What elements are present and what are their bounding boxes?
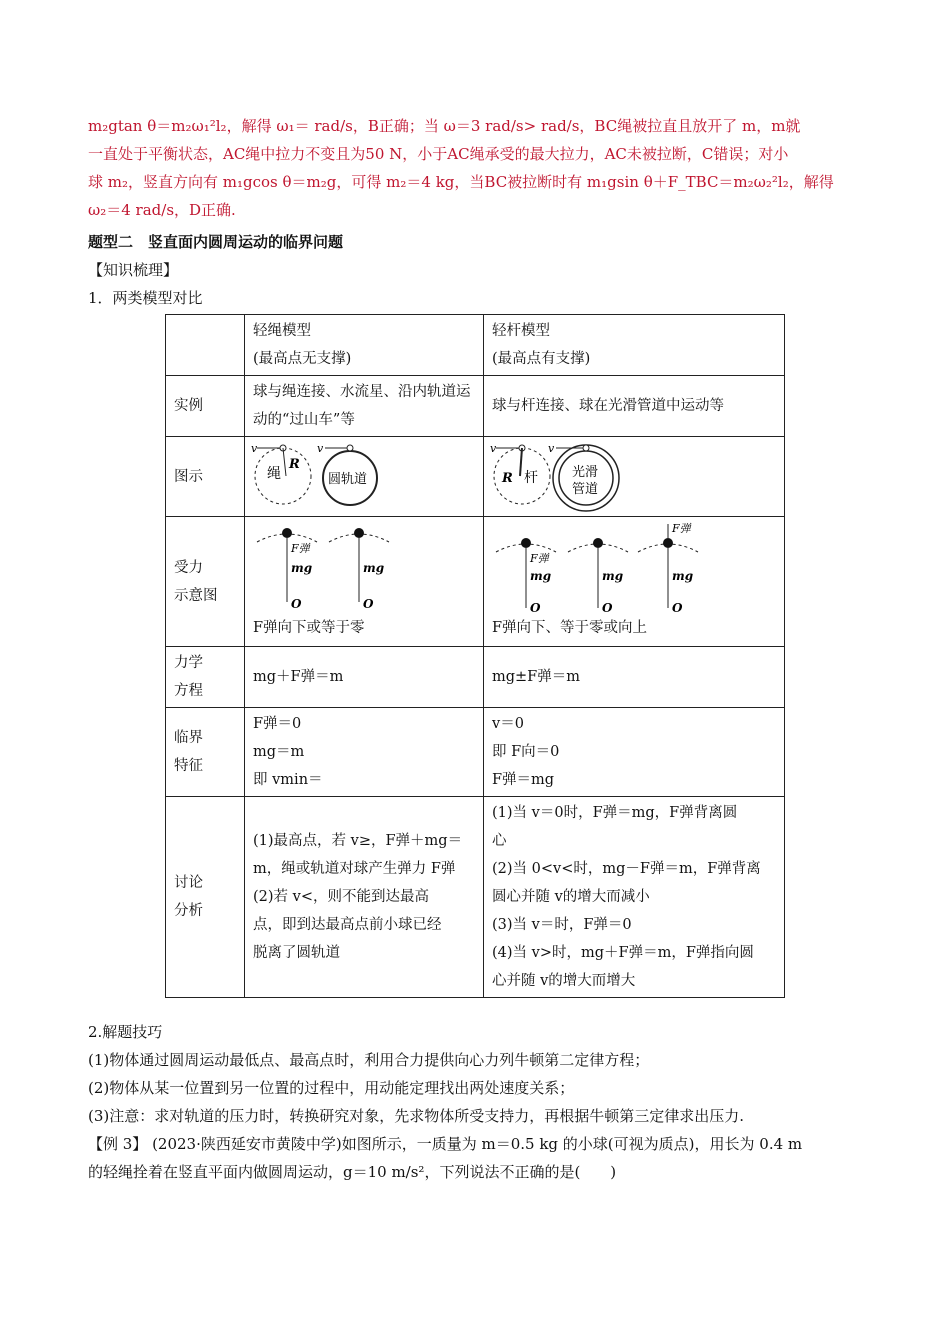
disc-rod-1: (1)当 v＝0时，F弹＝mg，F弹背离圆 [492,805,738,821]
example-3-line-2: 的轻绳拴着在竖直平面内做圆周运动，g＝10 m/s²，下列说法不正确的是( ) [88,1163,617,1181]
crit-rope-3: 即 vmin＝ [253,772,323,788]
disc-rod-6: (4)当 v>时，mg＋F弹＝m，F弹指向圆 [492,945,754,961]
solution-line-2: 一直处于平衡状态，AC绳中拉力不变且为50 N，小于AC绳承受的最大拉力，AC未被拉断，C错误；对小 [88,145,789,163]
solution-line-4: ω₂＝4 rad/s，D正确. [88,201,236,219]
rod-force2-O: O [602,600,613,614]
tip-1: (1)物体通过圆周运动最低点、最高点时，利用合力提供向心力列牛顿第二定律方程； [88,1051,650,1069]
rod-label: 杆 [524,469,538,486]
example-rod: 球与杆连接、球在光滑管道中运动等 [484,376,785,437]
model-comparison-table [165,314,785,998]
rod-force-mg: mg [530,568,552,583]
rope-force-diagram [249,522,469,614]
pipe-v-label: v [548,441,555,455]
crit-rod-2: 即 F向＝0 [492,744,560,760]
pipe-label-1: 光滑 [572,464,599,480]
rod-model-title: 轻杆模型 [492,323,550,339]
crit-rope-1: F弹＝0 [253,716,302,732]
rope-R-label: R [289,456,300,472]
solution-line-3: 球 m₂，竖直方向有 m₁gcos θ＝m₂g，可得 m₂＝4 kg，当BC被拉断时有 m₁gsin θ＋F_TBC＝m₂ω₂²l₂，解得 [88,173,834,191]
rod-force3-mg: mg [672,568,694,583]
table-row-equation [166,647,785,708]
rope-v-label: v [251,441,258,455]
knowledge-label: 【知识梳理】 [88,261,179,279]
rod-force-diagram [488,522,768,614]
rod-force-O: O [530,600,541,614]
disc-rope-5: 脱离了圆轨道 [253,945,340,961]
pipe-label-2: 管道 [572,481,599,497]
disc-rod-4: 圆心并随 v的增大而减小 [492,889,650,905]
force-label-2: 示意图 [174,587,218,604]
eq-rod: mg±F弹＝m [484,647,785,708]
rope-force-mg: mg [291,560,313,575]
rope-model-sub: (最高点无支撑) [253,351,352,367]
disc-rod-5: (3)当 v＝时，F弹＝0 [492,917,632,933]
solution-line-1: m₂gtan θ＝m₂ω₁²l₂，解得 ω₁＝ rad/s，B正确；当 ω＝3 rad/s> rad/s，BC绳被拉直且放开了 m，m就 [88,117,801,135]
force-label-1: 受力 [174,559,203,576]
disc-rope-3: (2)若 v<，则不能到达最高 [253,889,429,905]
disc-rod-2: 心 [492,833,507,849]
rope-label: 绳 [267,465,281,482]
rope-force2-mg: mg [363,560,385,575]
rod-force2-mg: mg [602,568,624,583]
example-3-line-1: 【例 3】 (2023·陕西延安市黄陵中学)如图所示，一质量为 m＝0.5 kg 的小球(可视为质点)，用长为 0.4 m [88,1135,803,1153]
disc-rope-1: (1)最高点，若 v≥，F弹＋mg＝ [253,833,463,849]
table-row-header [166,315,785,376]
rod-force3-F: F弹 [672,521,691,535]
rope-force-caption: F弹向下或等于零 [253,619,365,636]
table-row-force [166,517,785,647]
crit-rod-3: F弹＝mg [492,772,555,788]
example-rope: 球与绳连接、水流星、沿内轨道运动的“过山车”等 [245,376,484,437]
track-label: 圆轨道 [328,471,368,487]
rod-force3-O: O [672,600,683,614]
rod-model-sub: (最高点有支撑) [492,351,591,367]
disc-rod-3: (2)当 0<v<时，mg－F弹＝m，F弹背离 [492,861,761,877]
track-v-label: v [317,441,324,455]
table-row-critical [166,708,785,797]
item-1-heading: 1．两类模型对比 [88,289,203,307]
crit-label-1: 临界 [174,730,203,746]
rope-force-F: F弹 [291,541,310,555]
rod-v-label: v [490,441,497,455]
rope-force-O: O [291,596,302,611]
disc-rope-4: 点，即到达最高点前小球已经 [253,917,442,933]
table-row-example [166,376,785,437]
disc-rod-7: 心并随 v的增大而增大 [492,973,636,989]
rope-model-figure [245,438,475,516]
disc-label-1: 讨论 [174,875,203,891]
rod-force-caption: F弹向下、等于零或向上 [492,619,648,636]
table-row-figure [166,437,785,517]
crit-label-2: 特征 [174,758,203,774]
example-label: 实例 [166,376,245,437]
crit-rope-2: mg＝m [253,744,305,760]
tip-2: (2)物体从某一位置到另一位置的过程中，用动能定理找出两处速度关系； [88,1079,575,1097]
figure-label: 图示 [166,437,245,517]
rod-force-F: F弹 [530,551,549,565]
rod-model-figure [484,438,764,516]
eq-rope: mg＋F弹＝m [245,647,484,708]
section-title: 题型二 竖直面内圆周运动的临界问题 [88,233,344,251]
crit-rod-1: v＝0 [492,716,524,732]
rod-R-label: R [502,470,513,486]
rope-force2-O: O [363,596,374,611]
disc-label-2: 分析 [174,903,203,919]
rope-model-title: 轻绳模型 [253,323,311,339]
tip-3: (3)注意：求对轨道的压力时，转换研究对象，先求物体所受支持力，再根据牛顿第三定律求出压力. [88,1107,745,1125]
item-2-heading: 2.解题技巧 [88,1023,163,1041]
eq-label-2: 方程 [174,683,203,699]
table-row-discussion [166,797,785,998]
disc-rope-2: m，绳或轨道对球产生弹力 F弹 [253,861,456,877]
eq-label-1: 力学 [174,655,203,671]
